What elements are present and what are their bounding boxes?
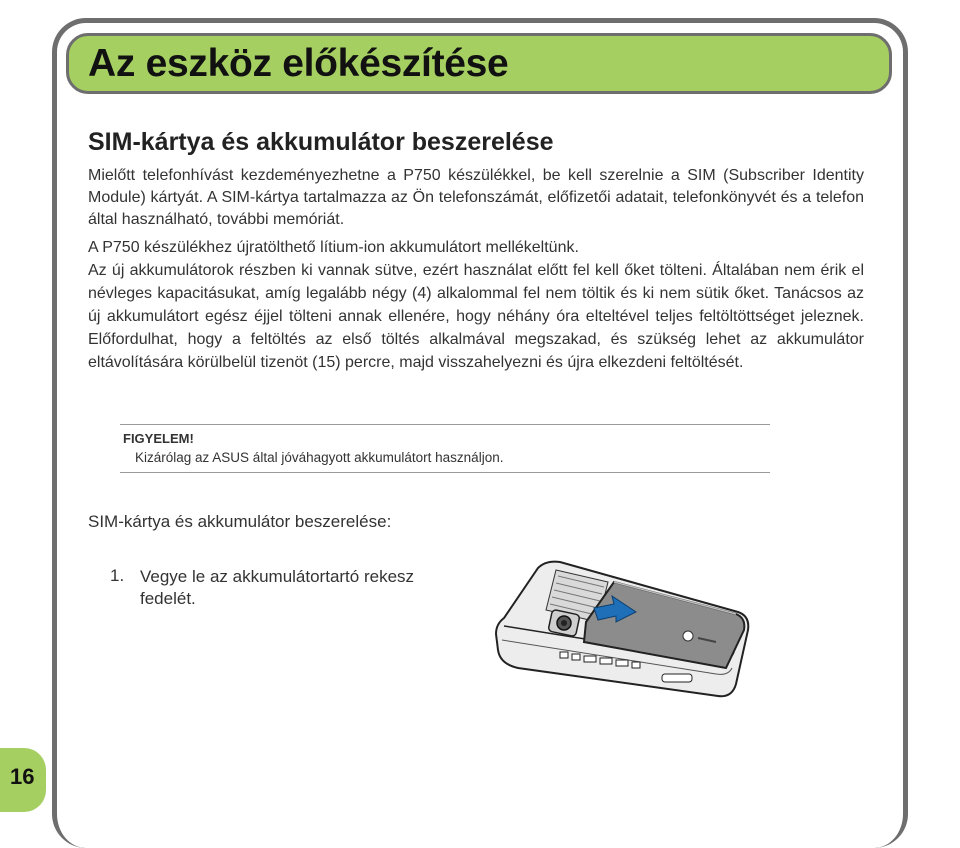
- note-bottom-rule: [120, 472, 770, 473]
- battery-paragraph: A P750 készülékhez újratölthető lítium-ion akkumulátort mellékeltünk.: [88, 239, 579, 256]
- note-title: FIGYELEM!: [123, 431, 194, 446]
- intro-paragraph: Mielőtt telefonhívást kezdeményezhetne a P750 készülékkel, be kell szerelnie a SIM (Subscriber Identity Module) kártyát. A SIM-kártya tartalmazza az Ön telefonszámát, előfizetői adatait, telefonkönyvét és a telefon által használható, további memóriát.: [88, 167, 864, 228]
- step-text: Vegye le az akkumulátortartó rekesz fedelét.: [140, 567, 415, 608]
- note-top-rule: [120, 424, 770, 425]
- note-text: Kizárólag az ASUS által jóváhagyott akkumulátort használjon.: [135, 450, 504, 465]
- steps-heading: SIM-kártya és akkumulátor beszerelése:: [88, 512, 392, 531]
- section-heading: SIM-kártya és akkumulátor beszerelése: [88, 128, 554, 156]
- page-title: Az eszköz előkészítése: [88, 42, 509, 85]
- phone-battery-cover-illustration: [490, 556, 755, 706]
- step-number: 1.: [110, 566, 125, 585]
- page-number: 16: [10, 764, 35, 789]
- charging-paragraph: Az új akkumulátorok részben ki vannak sütve, ezért használat előtt fel kell őket tölteni. Általában nem érik el névleges kapacitásukat, amíg legalább négy (4) alkalommal fel nem töltik és ki nem sütik őket. Tanácsos az új akkumulátort egész éjjel tölteni annak ellenére, hogy néhány óra elteltével teljes feltöltöttséget jeleznek. Előfordulhat, hogy a feltöltés az első töltés alkalmával megszakad, és szükség lehet az akkumulátor eltávolítására körülbelül tizenöt (15) percre, majd visszahelyezni és újra elkezdeni feltöltését.: [88, 262, 864, 371]
